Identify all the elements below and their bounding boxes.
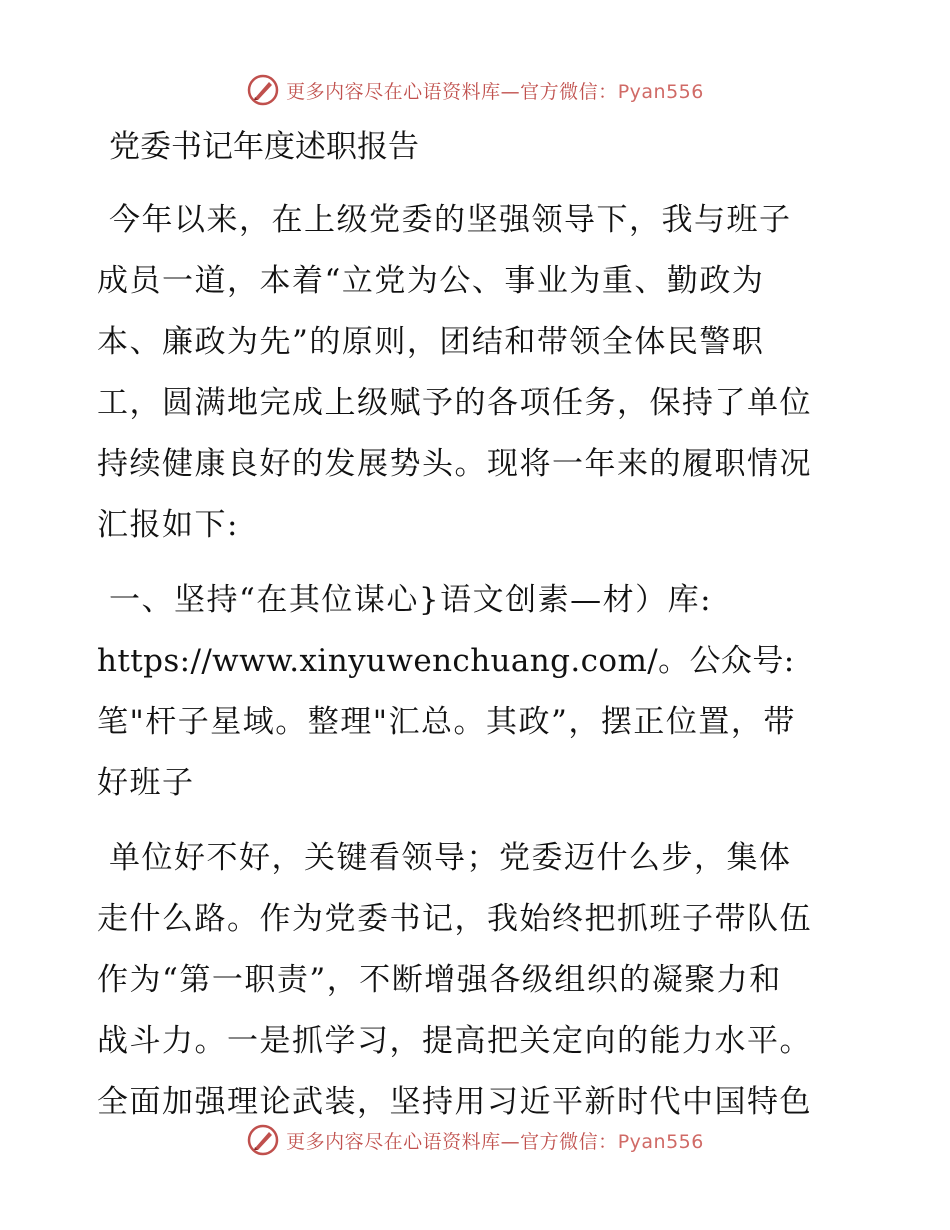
text-line: 作为“第一职责”，不断增强各级组织的凝聚力和 [97, 962, 782, 998]
text-line: 本、廉政为先”的原则，团结和带领全体民警职 [97, 324, 765, 360]
text-line: 汇报如下: [97, 507, 239, 543]
footer-watermark [0, 1120, 950, 1160]
watermark-dash: — [500, 1130, 521, 1153]
paragraph-section-one-heading [97, 570, 849, 814]
text-line: 走什么路。作为党委书记，我始终把抓班子带队伍 [97, 901, 812, 937]
watermark-account-id: Pyan556 [617, 1130, 704, 1153]
paragraph-section-one-body [97, 828, 849, 1133]
text-line: 一、坚持“在其位谋心}语文创素—材）库: [109, 582, 713, 618]
document-title: 党委书记年度述职报告 [109, 129, 419, 165]
paragraph-intro [97, 190, 849, 556]
text-line: 成员一道，本着“立党为公、事业为重、勤政为 [97, 263, 765, 299]
text-line: 战斗力。一是抓学习，提高把关定向的能力水平。 [97, 1023, 812, 1059]
watermark-site-text: 更多内容尽在心语资料库 [286, 80, 501, 103]
document-body [97, 118, 849, 1133]
text-line: 持续健康良好的发展势头。现将一年来的履职情况 [97, 446, 812, 482]
text-line: 单位好不好，关键看领导；党委迈什么步，集体 [109, 840, 792, 876]
text-line-url: https://www.xinyuwenchuang.com/。公众号: [97, 643, 795, 679]
watermark-account-id: Pyan556 [617, 80, 704, 103]
header-watermark [0, 70, 950, 110]
pen-circle-logo-icon [246, 73, 280, 107]
watermark-dash: — [500, 80, 521, 103]
text-line: 好班子 [97, 765, 195, 801]
text-line: 今年以来，在上级党委的坚强领导下，我与班子 [109, 202, 792, 238]
watermark-site-text: 更多内容尽在心语资料库 [286, 1130, 501, 1153]
watermark-account-label: 官方微信： [520, 80, 618, 103]
text-line: 笔"杆子星域。整理"汇总。其政”，摆正位置，带 [97, 704, 796, 740]
pen-circle-logo-icon [246, 1123, 280, 1157]
watermark-account-label: 官方微信： [520, 1130, 618, 1153]
text-line: 全面加强理论武装，坚持用习近平新时代中国特色 [97, 1084, 812, 1120]
text-line: 工，圆满地完成上级赋予的各项任务，保持了单位 [97, 385, 812, 421]
